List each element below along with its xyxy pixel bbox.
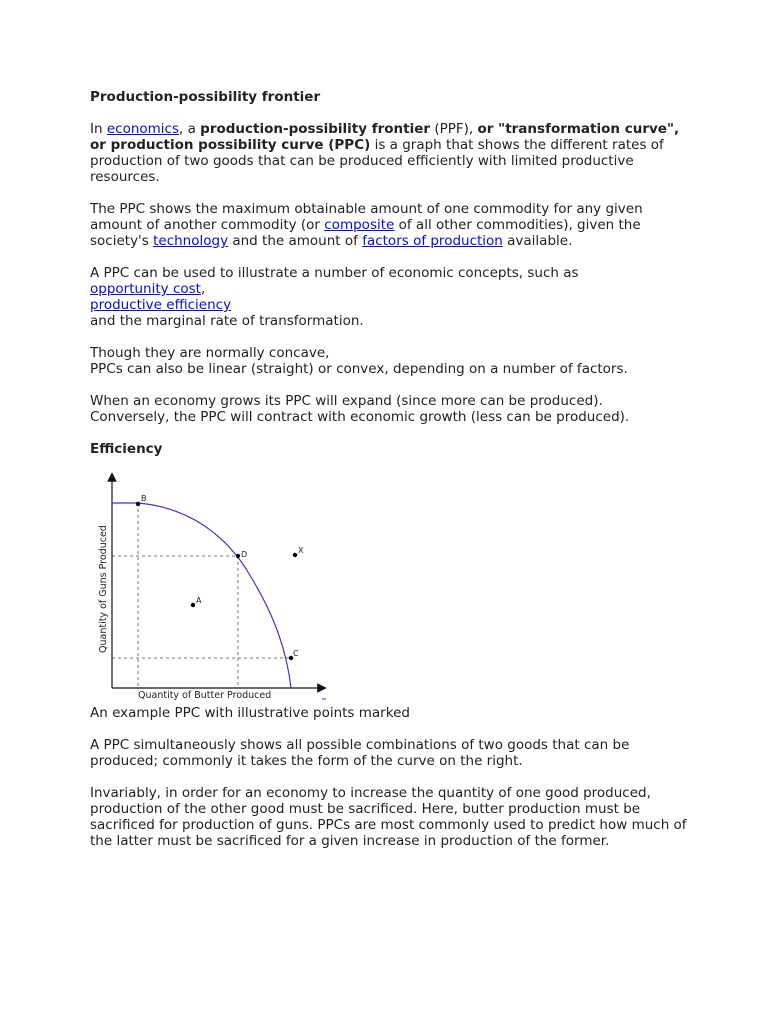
text: PPCs can also be linear (straight) or convex, depending on a number of factors. (90, 361, 628, 377)
label-c: C (293, 649, 299, 658)
x-axis-label: Quantity of Butter Produced (138, 690, 272, 701)
text: , a (179, 121, 201, 137)
link-economics[interactable]: economics (106, 121, 180, 137)
ppc-diagram (86, 465, 336, 701)
paragraph-definition (90, 121, 690, 185)
link-composite[interactable]: composite (324, 217, 395, 233)
text: is a graph that shows the different rates of production of two goods that can be produced efficiently with limited productive resources. (90, 137, 664, 185)
figure-caption: An example PPC with illustrative points marked (90, 705, 410, 721)
link-technology[interactable]: technology (153, 233, 229, 249)
y-axis-label: Quantity of Guns Produced (98, 525, 109, 653)
paragraph-shape (90, 345, 690, 377)
paragraph-concepts (90, 265, 690, 329)
text: of all other commodities), given the society's (90, 217, 641, 249)
text: Though they are normally concave, (90, 345, 330, 361)
text: Conversely, the PPC will contract with economic growth (less can be produced). (90, 409, 630, 425)
page-title: Production-possibility frontier (90, 89, 321, 105)
point-a (191, 603, 195, 607)
label-b: B (141, 494, 147, 503)
ppc-figure (86, 465, 336, 701)
paragraph-growth (90, 393, 690, 425)
text: available. (502, 233, 573, 249)
point-x (293, 553, 297, 557)
link-opportunity-cost[interactable]: opportunity cost (90, 281, 201, 297)
paragraph-sacrifice: Invariably, in order for an economy to increase the quantity of one good produced, production of the other good must be sacrificed. Here, butter production must be sacrificed for production of guns. PPCs are most commonly used to predict how much of the latter must be sacrificed for a given increase in production of the former. (90, 785, 687, 849)
text: A PPC can be used to illustrate a number of economic concepts, such as (90, 265, 579, 281)
label-a: A (196, 596, 202, 605)
label-x: X (298, 546, 304, 555)
text: and the amount of (228, 233, 363, 249)
point-b (136, 502, 140, 506)
article-content (90, 89, 690, 865)
section-heading-efficiency: Efficiency (90, 441, 163, 457)
paragraph-maximum (90, 201, 690, 249)
paragraph-combinations: A PPC simultaneously shows all possible combinations of two goods that can be produced; commonly it takes the form of the curve on the right. (90, 737, 630, 769)
text: When an economy grows its PPC will expand (since more can be produced). (90, 393, 603, 409)
link-factors-of-production[interactable]: factors of production (362, 233, 503, 249)
point-d (236, 554, 240, 558)
label-d: D (241, 550, 248, 559)
term-ppf: production-possibility frontier (200, 121, 431, 137)
term-ppc: or "transformation curve", or production possibility curve (PPC) (90, 121, 680, 153)
text: The PPC shows the maximum obtainable amount of one commodity for any given amount of another commodity (or (90, 201, 643, 233)
text: In (90, 121, 107, 137)
ppc-curve (112, 503, 291, 688)
text: (PPF), (430, 121, 478, 137)
text: , (200, 281, 206, 297)
link-productive-efficiency[interactable]: productive efficiency (90, 297, 232, 313)
text: and the marginal rate of transformation. (90, 313, 364, 329)
